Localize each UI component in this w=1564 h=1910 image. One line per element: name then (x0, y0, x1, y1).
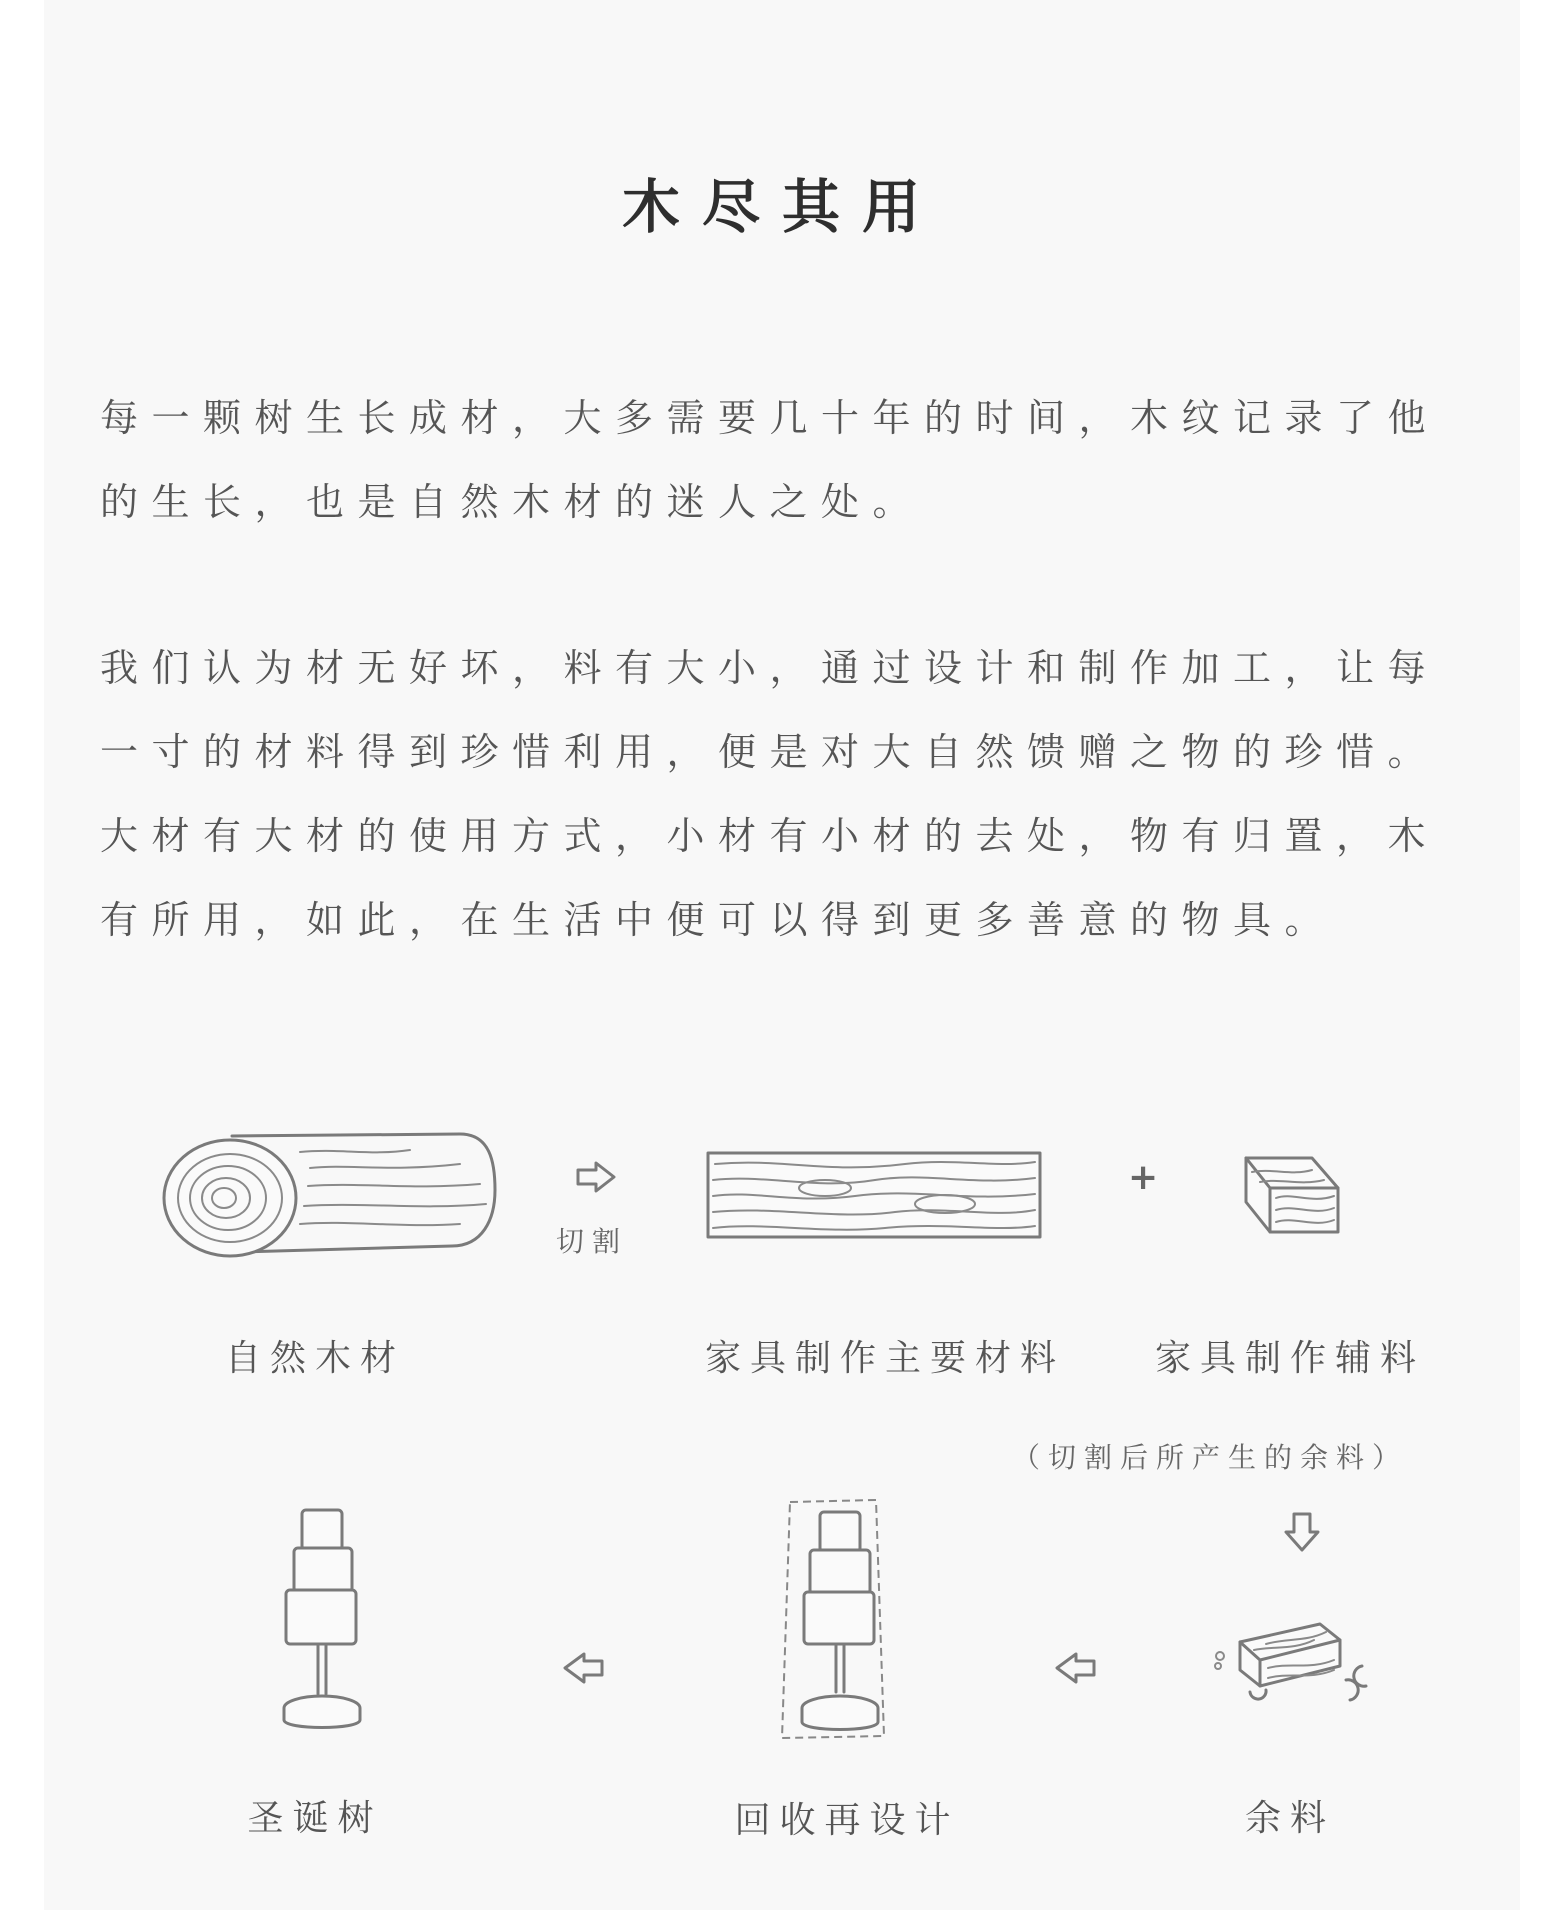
page-title: 木尽其用 (621, 173, 942, 241)
arrow-down-icon (1282, 1510, 1322, 1556)
natural-wood-label: 自然木材 (224, 1338, 405, 1379)
scrap-icon (1210, 1620, 1380, 1706)
intro-paragraph: 每一颗树生长成材，大多需要几十年的时间，木纹记录了他的生长，也是自然木材的迷人之处。 (100, 396, 1440, 524)
plank-icon (705, 1150, 1045, 1240)
arrow-left-icon (1052, 1650, 1098, 1686)
stacked-tree-icon (272, 1506, 372, 1736)
main-material-label: 家具制作主要材料 (704, 1338, 1065, 1379)
stacked-tree-icon (780, 1496, 890, 1742)
plus-sign: + (1128, 1157, 1159, 1198)
philosophy-paragraph: 我们认为材无好坏，料有大小，通过设计和制作加工，让每一寸的材料得到珍惜利用，便是对大自然馈赠之物的珍惜。大材有大材的使用方式，小材有小材的去处，物有归置，木有所用，如此，在生活中便可以得到更多善意的物具。 (100, 646, 1440, 942)
arrow-left-icon (560, 1650, 606, 1686)
leftover-label: 余料 (1244, 1798, 1335, 1839)
arrow-right-icon (574, 1160, 620, 1194)
cut-label: 切割 (556, 1225, 629, 1258)
aux-material-label: 家具制作辅料 (1154, 1338, 1425, 1379)
aux-material-note: （切割后所产生的余料） (1012, 1441, 1409, 1474)
recycle-label: 回收再设计 (734, 1800, 960, 1841)
log-icon (160, 1128, 500, 1268)
block-icon (1242, 1152, 1344, 1238)
tree-label: 圣诞树 (247, 1798, 383, 1839)
